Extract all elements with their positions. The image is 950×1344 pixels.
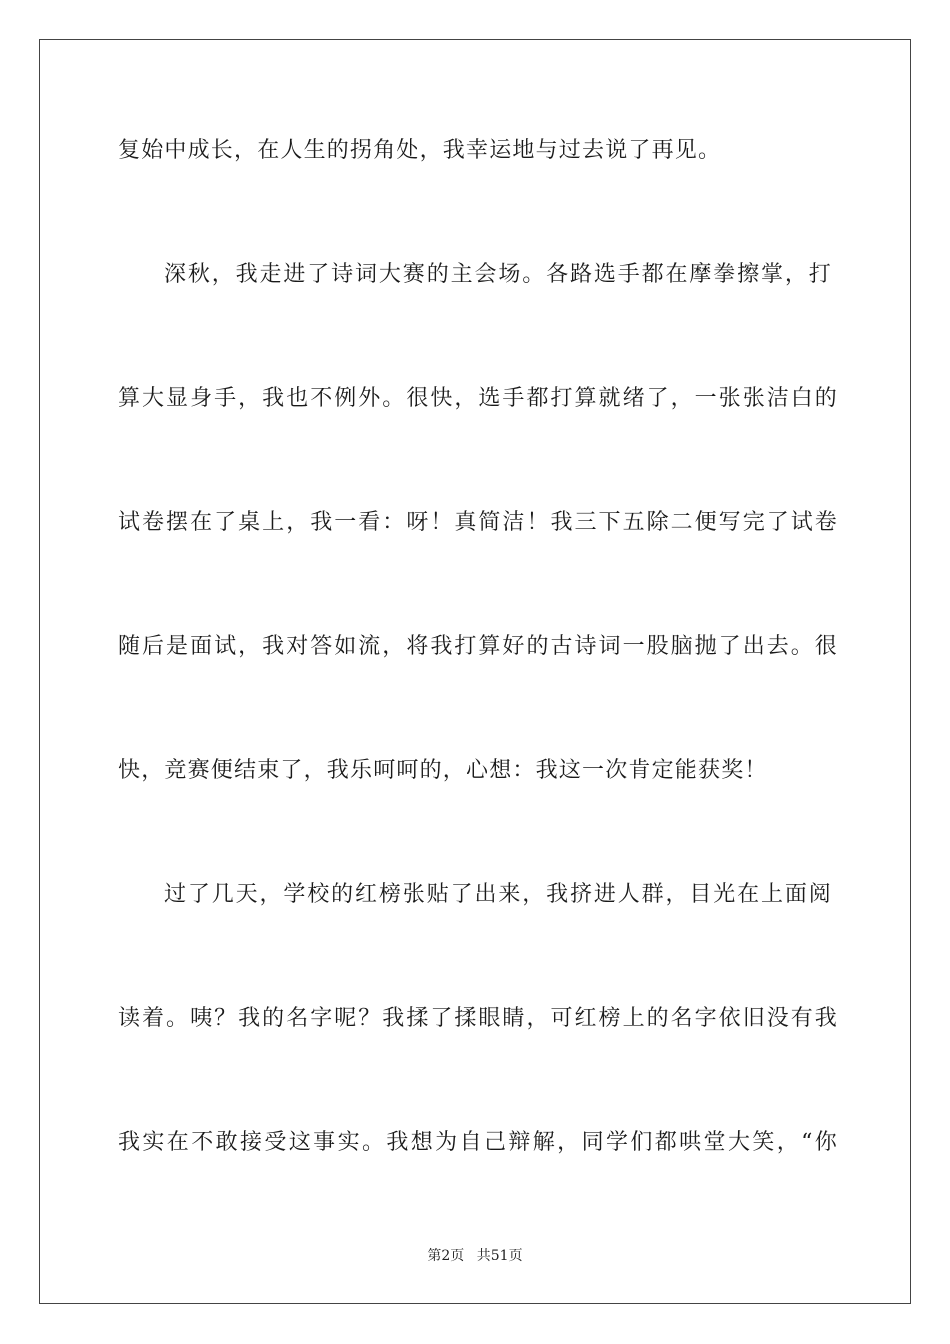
- page-total: 共51页: [476, 1248, 523, 1264]
- page-footer: [0, 1247, 950, 1265]
- text-line: 随后是面试，我对答如流，将我打算好的古诗词一股脑抛了出去。很: [118, 634, 838, 659]
- text-line: 深秋，我走进了诗词大赛的主会场。各路选手都在摩拳擦掌，打: [164, 262, 832, 287]
- text-line: 快，竞赛便结束了，我乐呵呵的，心想：我这一次肯定能获奖！: [118, 758, 768, 783]
- text-line: 读着。咦？我的名字呢？我揉了揉眼睛，可红榜上的名字依旧没有我: [118, 1006, 838, 1031]
- text-line: 我实在不敢接受这事实。我想为自己辩解，同学们都哄堂大笑，“你: [118, 1130, 838, 1155]
- page-number: 第2页: [427, 1248, 465, 1264]
- page-border: [39, 39, 911, 1304]
- text-line: 算大显身手，我也不例外。很快，选手都打算就绪了，一张张洁白的: [118, 386, 838, 411]
- text-line: 过了几天，学校的红榜张贴了出来，我挤进人群，目光在上面阅: [164, 882, 832, 907]
- text-line: 复始中成长，在人生的拐角处，我幸运地与过去说了再见。: [118, 138, 722, 163]
- text-line: 试卷摆在了桌上，我一看：呀！真简洁！我三下五除二便写完了试卷: [118, 510, 838, 535]
